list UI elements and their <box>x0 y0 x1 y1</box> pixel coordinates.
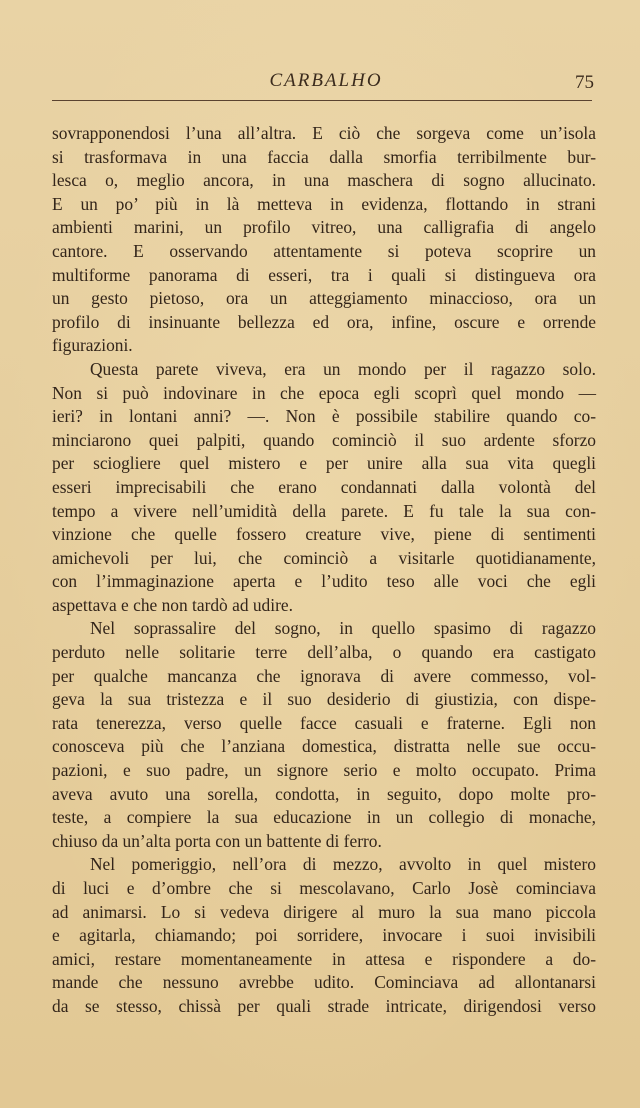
text-line: ad animarsi. Lo si vedeva dirigere al muro la sua mano piccola <box>52 901 596 922</box>
text-line: mande che nessuno avrebbe udito. Cominciava ad allontanarsi <box>52 972 596 993</box>
header-rule <box>52 100 592 101</box>
text-line: si trasformava in una faccia dalla smorfia terribilmente bur- <box>52 146 596 167</box>
text-line: chiuso da un’alta porta con un battente di ferro. <box>52 830 382 851</box>
text-line: pazioni, e suo padre, un signore serio e molto occupato. Prima <box>52 760 596 781</box>
text-line: Non si può indovinare in che epoca egli scoprì quel mondo — <box>52 382 596 403</box>
text-line: aveva avuto una sorella, condotta, in seguito, dopo molte pro- <box>52 783 596 804</box>
text-line: amici, restare momentaneamente in attesa e rispondere a do- <box>52 948 596 969</box>
text-line: di luci e d’ombre che si mescolavano, Carlo Josè cominciava <box>52 878 596 898</box>
text-line: aspettava e che non tardò ad udire. <box>52 594 293 615</box>
paragraph-first-line: Nel pomeriggio, nell’ora di mezzo, avvolto in quel mistero <box>90 854 596 875</box>
text-line: teste, a compiere la sua educazione in un collegio di monache, <box>52 807 596 828</box>
text-line: vinzione che quelle fossero creature vive, piene di sentimenti <box>52 524 596 545</box>
text-line: lesca o, meglio ancora, in una maschera di sogno allucinato. <box>52 170 596 191</box>
running-title: CARBALHO <box>269 70 383 91</box>
text-line: e agitarla, chiamando; poi sorridere, invocare i suoi invisibili <box>52 925 596 946</box>
text-line: profilo di insinuante bellezza ed ora, infine, oscure e orrende <box>52 311 596 332</box>
text-line: geva la sua tristezza e il suo desiderio di giustizia, con dispe- <box>52 689 596 710</box>
running-head <box>56 68 596 100</box>
text-line: un gesto pietoso, ora un atteggiamento minaccioso, ora un <box>52 288 596 309</box>
text-line: ambienti marini, un profilo vitreo, una calligrafia di angelo <box>52 217 596 238</box>
text-line: per qualche mancanza che ignorava di avere commesso, vol- <box>52 665 596 686</box>
body-text <box>52 122 596 1019</box>
text-line: rata tenerezza, verso quelle facce casuali e fraterne. Egli non <box>52 712 596 733</box>
text-line: amichevoli per lui, che cominciò a visitarle quotidianamente, <box>52 547 596 568</box>
paragraph-first-line: Nel soprassalire del sogno, in quello spasimo di ragazzo <box>90 618 596 639</box>
text-line: con l’immaginazione aperta e l’udito teso alle voci che egli <box>52 571 596 592</box>
text-line: ieri? in lontani anni? —. Non è possibile stabilire quando co- <box>52 406 596 427</box>
text-line: per sciogliere quel mistero e per unire alla sua vita quegli <box>52 453 596 474</box>
paragraph-first-line: Questa parete viveva, era un mondo per il ragazzo solo. <box>90 358 596 379</box>
text-line: minciarono quei palpiti, quando cominciò il suo ardente sforzo <box>52 429 596 450</box>
text-line: figurazioni. <box>52 335 133 356</box>
text-line: conosceva più che l’anziana domestica, distratta nelle sue occu- <box>52 736 596 757</box>
text-line: E un po’ più in là metteva in evidenza, flottando in strani <box>52 193 596 214</box>
text-line: multiforme panorama di esseri, tra i quali si distingueva ora <box>52 264 596 285</box>
text-line: cantore. E osservando attentamente si poteva scoprire un <box>52 240 596 261</box>
text-line: perduto nelle solitarie terre dell’alba, o quando era castigato <box>52 642 596 663</box>
text-line: esseri imprecisabili che erano condannati dalla volontà del <box>52 476 596 497</box>
text-line: tempo a vivere nell’umidità della parete. E fu tale la sua con- <box>52 500 596 521</box>
text-line: sovrapponendosi l’una all’altra. E ciò che sorgeva come un’isola <box>52 123 596 143</box>
text-line: da se stesso, chissà per quali strade intricate, dirigendosi verso <box>52 995 596 1016</box>
page-number: 75 <box>575 72 594 93</box>
